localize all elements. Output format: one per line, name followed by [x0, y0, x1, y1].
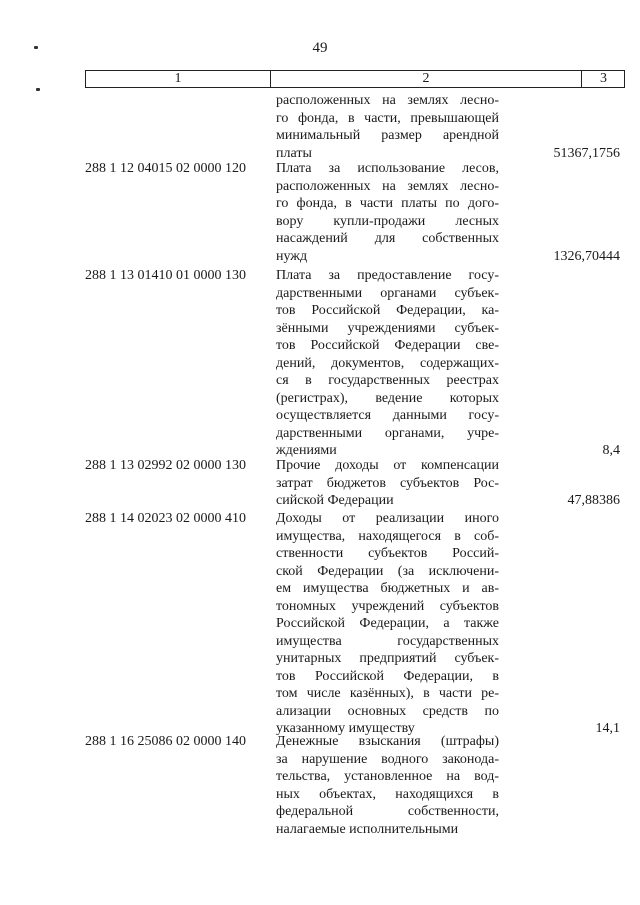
table-header [85, 70, 625, 88]
description-line: дений, документов, содержащих- [276, 355, 499, 371]
table-row [85, 267, 630, 460]
description-line: Плата за использование лесов, [276, 161, 499, 176]
row-code: 288 1 12 04015 02 0000 120 [85, 161, 246, 176]
description-line: налагаемые исполнительными [276, 821, 459, 837]
description-line: ской Федерации (за исключени- [276, 563, 499, 579]
description-line: зёнными учреждениями субъек- [276, 320, 499, 336]
description-line: унитарных предприятий субъек- [276, 651, 499, 666]
row-description [276, 457, 499, 510]
description-line: тельства, установленное на вод- [276, 769, 499, 784]
row-description [276, 92, 499, 162]
description-line: имущества, находящегося в соб- [276, 528, 499, 544]
description-line: расположенных на землях лесно- [276, 178, 499, 194]
description-line: насаждений для собственных [276, 231, 499, 246]
description-line: го фонда, в части платы по дого- [276, 196, 499, 211]
row-code: 288 1 14 02023 02 0000 410 [85, 511, 246, 526]
row-description [276, 160, 499, 265]
description-line: минимальный размер арендной [276, 128, 499, 143]
description-line: ся в государственных реестрах [276, 373, 499, 388]
header-col-1: 1 [86, 71, 271, 87]
description-line: ем имущества бюджетных и ав- [276, 581, 499, 596]
header-col-2: 2 [271, 71, 582, 87]
description-line: Российской Федерации, а также [276, 616, 499, 631]
description-line: платы [276, 145, 312, 161]
description-line: имущества государственных [276, 633, 499, 649]
row-description [276, 733, 499, 838]
table-row [85, 457, 630, 510]
description-line: тов Российской Федерации, ка- [276, 303, 499, 318]
description-line: расположенных на землях лесно- [276, 93, 499, 108]
description-line: Доходы от реализации иного [276, 511, 499, 526]
description-line: ственности субъектов Россий- [276, 546, 499, 561]
description-line: федеральной собственности, [276, 804, 499, 819]
description-line: ных объектах, находящихся в [276, 786, 499, 802]
description-line: тономных учреждений субъектов [276, 598, 499, 614]
header-col-3: 3 [600, 71, 607, 86]
description-line: тов Российской Федерации, в [276, 668, 499, 684]
description-line: нужд [276, 248, 308, 264]
description-line: Прочие доходы от компенсации [276, 458, 499, 473]
description-line: указанному имуществу [276, 721, 415, 736]
description-line: тов Российской Федерации све- [276, 338, 499, 353]
table-row [85, 160, 630, 265]
scan-mark-bottom [36, 88, 40, 91]
description-line: сийской Федерации [276, 493, 394, 508]
description-line: за нарушение водного законода- [276, 751, 499, 767]
description-line: дарственными органами субъек- [276, 285, 499, 301]
description-line: ализации основных средств по [276, 703, 499, 719]
description-line: го фонда, в части, превышающей [276, 110, 499, 126]
row-description [276, 267, 499, 460]
table-row [85, 733, 630, 838]
table-row [85, 92, 630, 162]
row-amount: 47,88386 [567, 493, 620, 508]
description-line: Плата за предоставление госу- [276, 268, 499, 283]
row-code: 288 1 13 02992 02 0000 130 [85, 458, 246, 473]
description-line: том числе казённых), в части ре- [276, 686, 499, 701]
description-line: вору купли-продажи лесных [276, 213, 499, 229]
table-row [85, 510, 630, 738]
row-code: 288 1 13 01410 01 0000 130 [85, 268, 246, 283]
description-line: затрат бюджетов субъектов Рос- [276, 475, 499, 491]
description-line: осуществляется данными госу- [276, 408, 499, 423]
row-amount: 51367,1756 [553, 145, 620, 161]
row-description [276, 510, 499, 738]
row-code: 288 1 16 25086 02 0000 140 [85, 734, 246, 749]
description-line: Денежные взыскания (штрафы) [276, 734, 499, 749]
description-line: дарственными органами, учре- [276, 425, 499, 441]
description-line: (регистрах), ведение которых [276, 390, 499, 406]
description-line: ждениями [276, 443, 337, 458]
row-amount: 1326,70444 [553, 248, 620, 264]
page-number: 49 [312, 40, 328, 56]
row-amount: 8,4 [602, 443, 620, 458]
row-amount: 14,1 [595, 721, 620, 736]
